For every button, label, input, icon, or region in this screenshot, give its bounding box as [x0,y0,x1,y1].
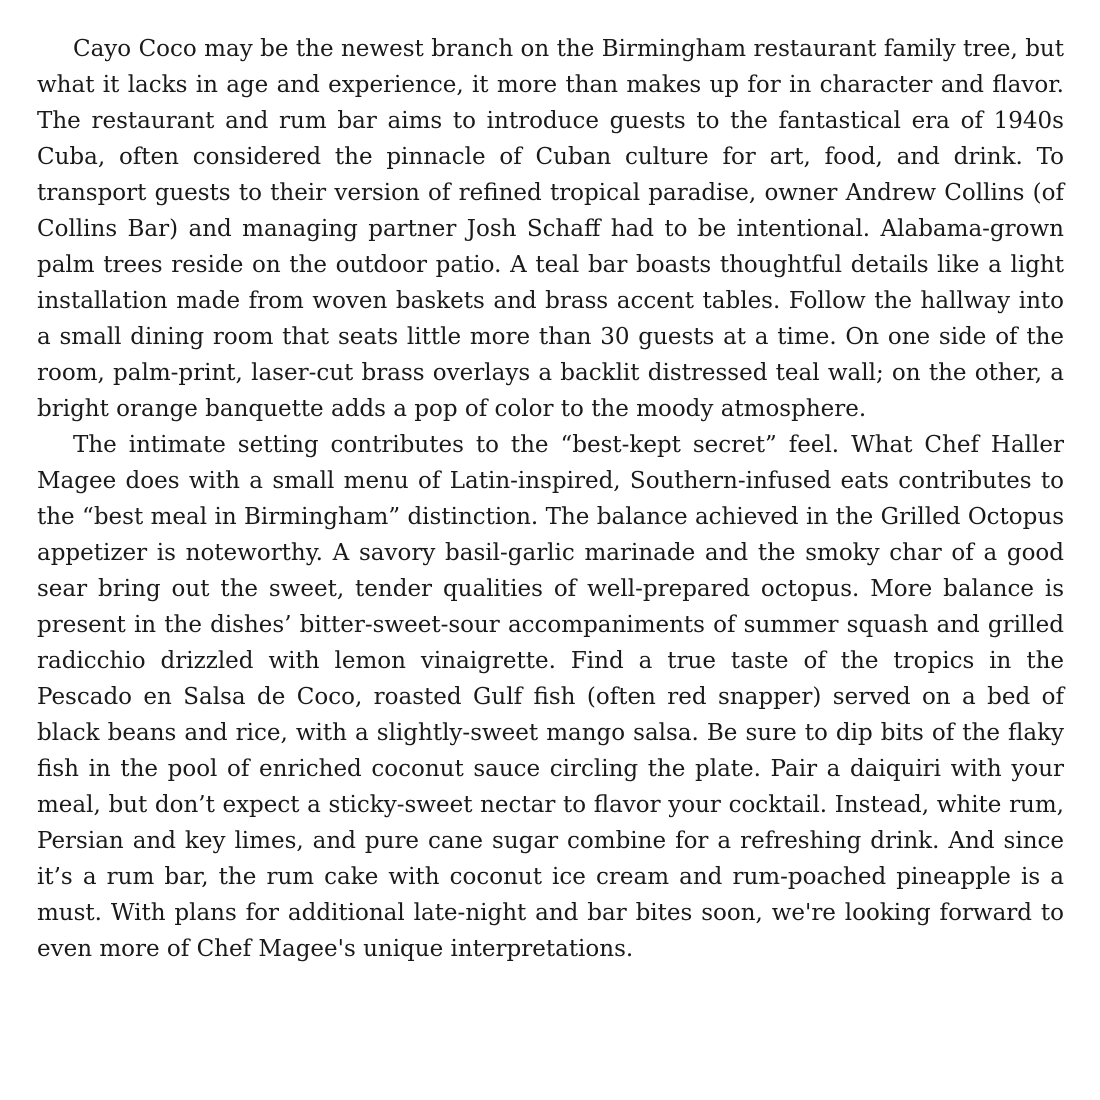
paragraph-1: Cayo Coco may be the newest branch on the Birmingham restaurant family tree, but what it lacks in age and experience, it more than makes up for in character and flavor. The restaurant and rum bar aims to introduce guests to the fantastical era of 1940s Cuba, often considered the pinnacle of Cuban culture for art, food, and drink. To transport guests to their version of refined tropical paradise, owner Andrew Collins (of Collins Bar) and managing partner Josh Schaff had to be intentional. Alabama-grown palm trees reside on the outdoor patio. A teal bar boasts thoughtful details like a light installation made from woven baskets and brass accent tables. Follow the hallway into a small dining room that seats little more than 30 guests at a time. On one side of the room, palm-print, laser-cut brass overlays a backlit distressed teal wall; on the other, a bright orange banquette adds a pop of color to the moody atmosphere. [37,36,1064,422]
article-body [37,31,1064,967]
paragraph-2: The intimate setting contributes to the “best-kept secret” feel. What Chef Haller Magee does with a small menu of Latin-inspired, Southern-infused eats contributes to the “best meal in Birmingham” distinction. The balance achieved in the Grilled Octopus appetizer is noteworthy. A savory basil-garlic marinade and the smoky char of a good sear bring out the sweet, tender qualities of well-prepared octopus. More balance is present in the dishes’ bitter-sweet-sour accompaniments of summer squash and grilled radicchio drizzled with lemon vinaigrette. Find a true taste of the tropics in the Pescado en Salsa de Coco, roasted Gulf fish (often red snapper) served on a bed of black beans and rice, with a slightly-sweet mango salsa. Be sure to dip bits of the flaky fish in the pool of enriched coconut sauce circling the plate. Pair a daiquiri with your meal, but don’t expect a sticky-sweet nectar to flavor your cocktail. Instead, white rum, Persian and key limes, and pure cane sugar combine for a refreshing drink. And since it’s a rum bar, the rum cake with coconut ice cream and rum-poached pineapple is a must. With plans for additional late-night and bar bites soon, we're looking forward to even more of Chef Magee's unique interpretations. [37,432,1064,962]
